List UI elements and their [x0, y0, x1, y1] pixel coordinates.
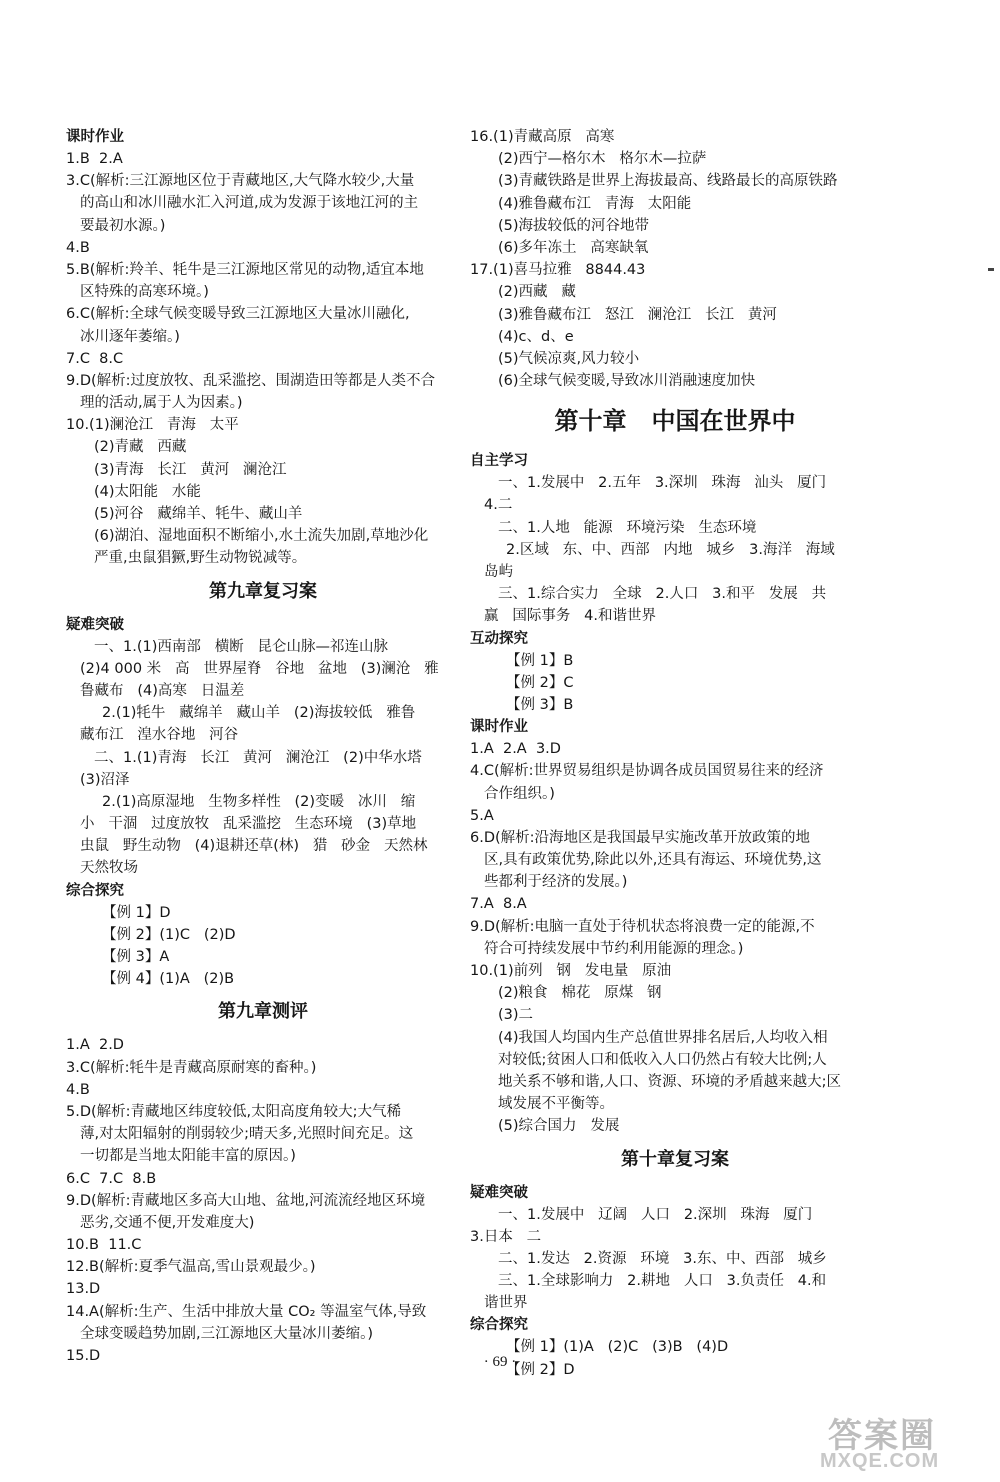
- watermark-logo: [818, 1408, 990, 1478]
- answer-line: 1.A 2.A 3.D: [470, 741, 561, 758]
- answer-line: (6)多年冻土 高寒缺氧: [498, 239, 649, 256]
- answer-line: 15.D: [66, 1348, 101, 1364]
- answer-line: (5)海拔较低的河谷地带: [498, 217, 650, 234]
- answer-line: 【例 4】(1)A (2)B: [102, 971, 235, 988]
- answer-line: 10.(1)澜沧江 青海 太平: [66, 417, 239, 434]
- answer-line: 1.A 2.D: [66, 1037, 124, 1054]
- answer-line: 【例 2】C: [506, 674, 574, 691]
- answer-line: 4.二: [484, 497, 513, 514]
- answer-line: 符合可持续发展中节约利用能源的理念。): [484, 940, 744, 957]
- answer-line: 9.D(解析:电脑一直处于待机状态将浪费一定的能源,不: [470, 918, 815, 935]
- answer-line: 要最初水源。): [80, 217, 166, 234]
- answer-line: 三、1.全球影响力 2.耕地 人口 3.负责任 4.和: [498, 1273, 827, 1290]
- chapter-title: 第九章测评: [218, 1001, 308, 1023]
- watermark-top-text: 答案圈: [828, 1416, 936, 1456]
- answer-line: 2.(1)高原湿地 生物多样性 (2)变暖 冰川 缩: [102, 793, 416, 810]
- answer-line: 一、1.(1)西南部 横断 昆仑山脉—祁连山脉: [94, 638, 389, 655]
- answer-line: 薄,对太阳辐射的削弱较少;晴天多,光照时间充足。这: [80, 1126, 414, 1143]
- answer-line: (4)c、d、e: [498, 328, 574, 345]
- answer-line: (4)我国人均国内生产总值世界排名居后,人均收入相: [498, 1029, 828, 1046]
- answer-line: 5.B(解析:羚羊、牦牛是三江源地区常见的动物,适宜本地: [66, 261, 424, 278]
- answer-line: 1.B 2.A: [66, 151, 123, 167]
- right-column: [470, 126, 880, 1381]
- section-heading: 综合探究: [470, 1317, 528, 1334]
- answer-line: 7.C 8.C: [66, 350, 124, 367]
- answer-line: (6)全球气候变暖,导致冰川消融速度加快: [498, 373, 756, 390]
- page-number: · 69 ·: [483, 1354, 517, 1370]
- answer-line: 16.(1)青藏高原 高寒: [470, 129, 615, 145]
- answer-line: 二、1.(1)青海 长江 黄河 澜沧江 (2)中华水塔: [94, 749, 422, 766]
- answer-line: 严重,虫鼠猖獗,野生动物锐减等。: [94, 550, 307, 567]
- answer-line: 9.D(解析:过度放牧、乱采滥挖、围湖造田等都是人类不合: [66, 372, 436, 389]
- answer-line: 三、1.综合实力 全球 2.人口 3.和平 发展 共: [498, 586, 827, 603]
- answer-line: 4.B: [66, 239, 90, 256]
- answer-line: 对较低;贫困人口和低收入人口仍然占有较大比例;人: [498, 1051, 827, 1068]
- answer-line: 藏布江 湟水谷地 河谷: [80, 727, 239, 744]
- answer-line: 17.(1)喜马拉雅 8844.43: [470, 262, 646, 279]
- section-heading: 综合探究: [66, 882, 124, 899]
- answer-line: 区特殊的高寒环境。): [80, 284, 209, 301]
- answer-line: 4.C(解析:世界贸易组织是协调各成员国贸易往来的经济: [470, 763, 824, 780]
- answer-line: (4)太阳能 水能: [94, 483, 201, 500]
- answer-line: (5)综合国力 发展: [498, 1118, 620, 1135]
- left-column: [66, 126, 460, 1367]
- answer-line: 【例 1】D: [102, 904, 171, 921]
- answer-line: (5)气候凉爽,风力较小: [498, 350, 640, 367]
- answer-line: 【例 3】B: [506, 696, 574, 713]
- answer-line: 恶劣,交通不便,开发难度大): [80, 1214, 255, 1231]
- answer-line: 二、1.人地 能源 环境污染 生态环境: [498, 519, 757, 536]
- answer-line: (3)沼泽: [80, 771, 130, 788]
- chapter-title: 第十章 中国在世界中: [554, 407, 796, 436]
- answer-line: 赢 国际事务 4.和谐世界: [484, 608, 656, 625]
- answer-line: (3)二: [498, 1007, 534, 1024]
- answer-line: 13.D: [66, 1281, 101, 1298]
- answer-line: (3)青藏铁路是世界上海拔最高、线路最长的高原铁路: [498, 173, 838, 190]
- answer-line: 一切都是当地太阳能丰富的原因。): [80, 1148, 296, 1165]
- answer-line: 小 干涸 过度放牧 乱采滥挖 生态环境 (3)草地: [80, 816, 417, 833]
- answer-line: 9.D(解析:青藏地区多高大山地、盆地,河流流经地区环境: [66, 1192, 426, 1209]
- answer-line: (4)雅鲁藏布江 青海 太阳能: [498, 195, 692, 212]
- answer-line: 7.A 8.A: [470, 896, 527, 913]
- answer-line: 鲁藏布 (4)高寒 日温差: [80, 682, 245, 699]
- answer-line: 虫鼠 野生动物 (4)退耕还草(林) 猎 砂金 天然林: [80, 838, 428, 855]
- chapter-title: 第九章复习案: [209, 580, 317, 602]
- answer-line: (3)雅鲁藏布江 怒江 澜沧江 长江 黄河: [498, 306, 777, 323]
- edge-mark: [988, 268, 994, 271]
- section-heading: 疑难突破: [470, 1184, 528, 1201]
- answer-line: 3.日本 二: [470, 1228, 542, 1245]
- answer-line: 岛屿: [484, 564, 513, 580]
- answer-line: 域发展不平衡等。: [498, 1096, 614, 1113]
- answer-line: 3.C(解析:三江源地区位于青藏地区,大气降水较少,大量: [66, 173, 415, 190]
- answer-line: (2)西宁—格尔木 格尔木—拉萨: [498, 151, 707, 168]
- chapter-title: 第十章复习案: [621, 1148, 729, 1170]
- watermark-bottom-text: MXQE.COM: [820, 1450, 940, 1472]
- answer-line: 10.B 11.C: [66, 1237, 142, 1254]
- answer-line: 二、1.发达 2.资源 环境 3.东、中、西部 城乡: [498, 1250, 827, 1267]
- answer-line: (3)青海 长江 黄河 澜沧江: [94, 461, 287, 478]
- answer-line: 冰川逐年萎缩。): [80, 328, 180, 345]
- answer-line: 谐世界: [484, 1295, 528, 1312]
- answer-line: (2)青藏 西藏: [94, 439, 187, 456]
- answer-line: 些都利于经济的发展。): [484, 874, 628, 891]
- answer-line: 2.(1)牦牛 藏绵羊 藏山羊 (2)海拔较低 雅鲁: [102, 705, 416, 722]
- answer-line: 全球变暖趋势加剧,三江源地区大量冰川萎缩。): [80, 1325, 374, 1342]
- answer-line: 的高山和冰川融水汇入河道,成为发源于该地江河的主: [80, 195, 419, 212]
- answer-line: 2.区域 东、中、西部 内地 城乡 3.海洋 海域: [506, 541, 835, 558]
- section-heading: 课时作业: [66, 129, 124, 145]
- section-heading: 疑难突破: [66, 616, 124, 633]
- answer-line: 【例 2】(1)C (2)D: [102, 926, 236, 943]
- answer-line: 4.B: [66, 1081, 90, 1098]
- answer-line: 合作组织。): [484, 785, 555, 802]
- answer-line: 【例 3】A: [102, 949, 170, 965]
- answer-line: 6.D(解析:沿海地区是我国最早实施改革开放政策的地: [470, 829, 811, 846]
- answer-line: 3.C(解析:牦牛是青藏高原耐寒的畜种。): [66, 1059, 317, 1076]
- answer-line: 5.A: [470, 807, 494, 824]
- answer-line: 区,具有政策优势,除此以外,还具有海运、环境优势,这: [484, 852, 822, 869]
- section-heading: 课时作业: [470, 719, 528, 736]
- answer-line: 天然牧场: [80, 860, 138, 877]
- answer-line: 【例 2】D: [506, 1361, 575, 1378]
- answer-line: (5)河谷 藏绵羊、牦牛、藏山羊: [94, 506, 303, 522]
- answer-line: 12.B(解析:夏季气温高,雪山景观最少。): [66, 1259, 316, 1276]
- answer-line: (2)4 000 米 高 世界屋脊 谷地 盆地 (3)澜沧 雅: [80, 660, 439, 677]
- answer-line: (2)粮食 棉花 原煤 钢: [498, 985, 662, 1002]
- answer-line: 5.D(解析:青藏地区纬度较低,太阳高度角较大;大气稀: [66, 1103, 402, 1120]
- answer-line: 【例 1】B: [506, 652, 574, 669]
- answer-line: 地关系不够和谐,人口、资源、环境的矛盾越来越大;区: [498, 1073, 841, 1090]
- answer-line: 一、1.发展中 2.五年 3.深圳 珠海 汕头 厦门: [498, 475, 827, 492]
- answer-line: 6.C(解析:全球气候变暖导致三江源地区大量冰川融化,: [66, 306, 410, 323]
- answer-line: (6)湖泊、湿地面积不断缩小,水土流失加剧,草地沙化: [94, 528, 429, 545]
- answer-line: 10.(1)前列 钢 发电量 原油: [470, 963, 672, 979]
- section-heading: 互动探究: [470, 630, 528, 647]
- section-heading: 自主学习: [470, 453, 528, 470]
- answer-line: 6.C 7.C 8.B: [66, 1170, 157, 1187]
- answer-line: 理的活动,属于人为因素。): [80, 395, 243, 412]
- answer-line: 一、1.发展中 辽阔 人口 2.深圳 珠海 厦门: [498, 1206, 813, 1223]
- answer-line: 14.A(解析:生产、生活中排放大量 CO₂ 等温室气体,导致: [66, 1303, 427, 1320]
- answer-line: 【例 1】(1)A (2)C (3)B (4)D: [506, 1339, 729, 1356]
- answer-line: (2)西藏 藏: [498, 284, 576, 301]
